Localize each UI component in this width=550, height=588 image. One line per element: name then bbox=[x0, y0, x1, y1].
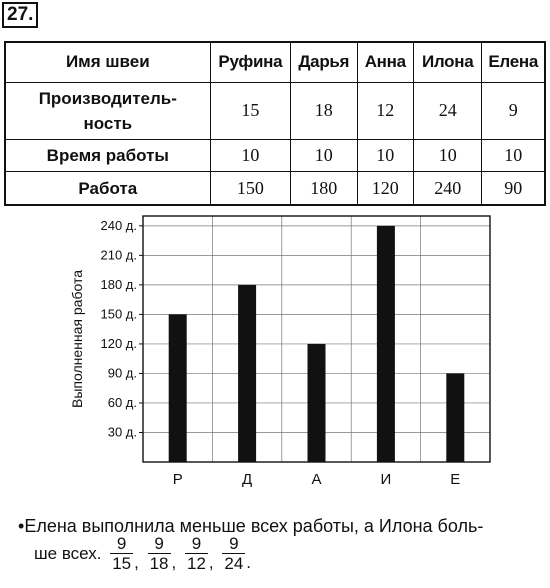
y-tick-label: 210 д. bbox=[100, 247, 137, 263]
table-cell: 10 bbox=[413, 140, 481, 172]
fraction-denominator: 24 bbox=[224, 554, 244, 573]
fraction-separator: , bbox=[134, 553, 139, 572]
x-tick-label: А bbox=[311, 471, 322, 488]
x-tick-label: Е bbox=[450, 471, 461, 488]
table-cell: 10 bbox=[357, 140, 413, 172]
table-row bbox=[5, 172, 545, 205]
table-row bbox=[5, 82, 545, 139]
conclusion-line-1: Елена выполнила меньше всех работы, а Илона боль- bbox=[24, 516, 484, 536]
bar bbox=[377, 226, 395, 462]
bullet: • bbox=[18, 516, 25, 536]
table-cell: 120 bbox=[357, 172, 413, 205]
table-cell: 12 bbox=[357, 82, 413, 139]
x-tick-label: И bbox=[380, 471, 392, 488]
fraction-denominator: 18 bbox=[149, 554, 169, 573]
row-label: Время работы bbox=[5, 140, 210, 172]
x-tick-label: Р bbox=[172, 471, 183, 488]
y-axis-label: Выполненная работа bbox=[69, 270, 85, 408]
fraction-numerator: 9 bbox=[222, 534, 245, 554]
table-header-row bbox=[5, 42, 545, 82]
y-tick-label: 120 д. bbox=[100, 335, 137, 351]
problem-number: 27. bbox=[2, 2, 38, 28]
table-cell: 15 bbox=[210, 82, 290, 139]
fraction bbox=[222, 534, 245, 573]
table-cell: 90 bbox=[482, 172, 545, 205]
fraction-denominator: 15 bbox=[112, 554, 132, 573]
table-cell: 10 bbox=[291, 140, 357, 172]
fraction-numerator: 9 bbox=[148, 534, 171, 554]
table-cell: 18 bbox=[291, 82, 357, 139]
table-cell: 10 bbox=[210, 140, 290, 172]
fraction bbox=[185, 534, 208, 573]
table-header-cell: Анна bbox=[357, 42, 413, 82]
fraction-separator: , bbox=[171, 553, 177, 572]
fraction bbox=[110, 534, 133, 573]
y-tick-label: 180 д. bbox=[100, 276, 137, 292]
table-header-cell: Дарья bbox=[291, 42, 357, 82]
y-tick-label: 90 д. bbox=[107, 365, 137, 381]
data-table bbox=[4, 41, 546, 206]
fraction-separator: , bbox=[208, 553, 214, 572]
table-cell: 240 bbox=[413, 172, 481, 205]
table-header-cell: Руфина bbox=[210, 42, 290, 82]
bar bbox=[169, 314, 187, 462]
fraction-denominator: 12 bbox=[186, 554, 206, 573]
fraction-line bbox=[34, 534, 254, 573]
table-cell: 9 bbox=[482, 82, 545, 139]
y-tick-label: 30 д. bbox=[107, 424, 137, 440]
fraction-end: . bbox=[246, 553, 252, 572]
table-header-cell: Илона bbox=[413, 42, 481, 82]
table-row bbox=[5, 140, 545, 172]
row-label: Производитель- ность bbox=[5, 82, 210, 139]
row-label: Работа bbox=[5, 172, 210, 205]
table-header-cell: Имя швеи bbox=[5, 42, 210, 82]
y-tick-label: 240 д. bbox=[100, 217, 137, 233]
bar bbox=[238, 285, 256, 462]
table-cell: 150 bbox=[210, 172, 290, 205]
fraction bbox=[148, 534, 171, 573]
table-cell: 24 bbox=[413, 82, 481, 139]
y-tick-label: 150 д. bbox=[100, 306, 137, 322]
fraction-numerator: 9 bbox=[185, 534, 208, 554]
table-header-cell: Елена bbox=[482, 42, 545, 82]
bar bbox=[446, 373, 464, 462]
y-tick-label: 60 д. bbox=[107, 394, 137, 410]
fraction-numerator: 9 bbox=[110, 534, 133, 554]
conclusion-line-2: ше всех. bbox=[34, 543, 102, 563]
table-cell: 10 bbox=[482, 140, 545, 172]
bar-chart bbox=[60, 212, 500, 508]
bar bbox=[308, 344, 326, 462]
x-tick-label: Д bbox=[242, 471, 253, 488]
table-cell: 180 bbox=[291, 172, 357, 205]
